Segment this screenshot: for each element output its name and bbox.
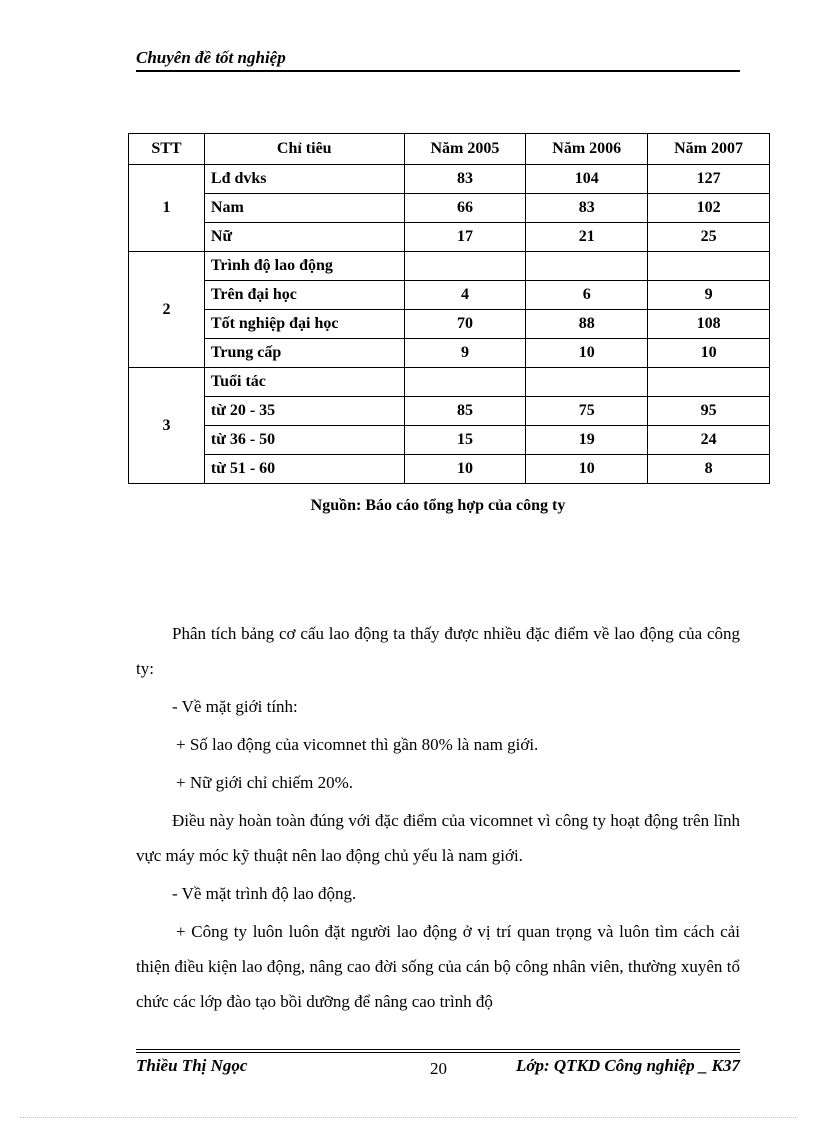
value-2007 [648,252,770,281]
value-2007: 95 [648,397,770,426]
table-row [129,368,770,397]
header-title: Chuyên đề tốt nghiệp [136,48,286,67]
row-label: Tuổi tác [204,368,404,397]
page-number: 20 [430,1059,447,1078]
value-2006: 10 [526,339,648,368]
row-label: Tốt nghiệp đại học [204,310,404,339]
row-label: từ 20 - 35 [204,397,404,426]
footer-author: Thiều Thị Ngọc [136,1056,248,1075]
value-2006: 10 [526,455,648,484]
paragraph-intro: Phân tích bảng cơ cấu lao động ta thấy được nhiều đặc điểm về lao động của công ty: [136,624,740,678]
row-label: Trình độ lao động [204,252,404,281]
header-divider [136,70,740,72]
value-2007: 8 [648,455,770,484]
value-2005: 17 [404,223,526,252]
row-label: Trung cấp [204,339,404,368]
value-2005: 4 [404,281,526,310]
value-2007: 10 [648,339,770,368]
footer-divider-top [136,1049,740,1050]
value-2006: 88 [526,310,648,339]
row-label: Nam [204,194,404,223]
table-row [129,165,770,194]
stt-cell: 3 [129,368,205,484]
value-2007: 24 [648,426,770,455]
table-header-row [129,134,770,165]
value-2006: 83 [526,194,648,223]
paragraph-education-heading: - Về mặt trình độ lao động. [172,884,357,903]
paragraph-gender-heading: - Về mặt giới tính: [172,697,298,716]
analysis-body [136,616,740,1022]
table-row [129,194,770,223]
paragraph-training: + Công ty luôn luôn đặt người lao động ở vị trí quan trọng và luôn tìm cách cải thiện điều kiện lao động, nâng cao đời sống của cán bộ công nhân viên, thường xuyên tổ chức các lớp đào tạo bồi dưỡng để nâng cao trình độ [136,922,740,1011]
stt-cell: 1 [129,165,205,252]
table-row [129,455,770,484]
footer-class: Lớp: QTKD Công nghiệp _ K37 [515,1056,740,1075]
paragraph-gender-explanation: Điều này hoàn toàn đúng với đặc điểm của vicomnet vì công ty hoạt động trên lĩnh vực máy móc kỹ thuật nên lao động chủ yếu là nam giới. [136,811,740,865]
row-label: Nữ [204,223,404,252]
header-indicator: Chỉ tiêu [204,134,404,165]
row-label: Trên đại học [204,281,404,310]
value-2007: 25 [648,223,770,252]
table-row [129,339,770,368]
value-2006: 104 [526,165,648,194]
value-2007: 127 [648,165,770,194]
labor-structure-table [128,133,770,484]
value-2006: 19 [526,426,648,455]
value-2006 [526,368,648,397]
value-2005 [404,368,526,397]
value-2005: 9 [404,339,526,368]
value-2006: 75 [526,397,648,426]
value-2005 [404,252,526,281]
footer-divider-bottom [136,1052,740,1053]
value-2007 [648,368,770,397]
page-bottom-border [20,1117,796,1118]
row-label: Lđ dvks [204,165,404,194]
value-2005: 85 [404,397,526,426]
value-2005: 66 [404,194,526,223]
paragraph-male-share: + Số lao động của vicomnet thì gần 80% là nam giới. [176,735,539,754]
value-2006: 21 [526,223,648,252]
header-year-2007: Năm 2007 [648,134,770,165]
value-2006: 6 [526,281,648,310]
header-year-2005: Năm 2005 [404,134,526,165]
table-row [129,310,770,339]
table-row [129,426,770,455]
value-2005: 10 [404,455,526,484]
paragraph-female-share: + Nữ giới chỉ chiếm 20%. [176,773,353,792]
table-row [129,281,770,310]
row-label: từ 51 - 60 [204,455,404,484]
value-2005: 70 [404,310,526,339]
header-stt: STT [129,134,205,165]
value-2007: 102 [648,194,770,223]
value-2006 [526,252,648,281]
stt-cell: 2 [129,252,205,368]
table-row [129,397,770,426]
table-source-caption: Nguồn: Báo cáo tổng hợp của công ty [310,497,566,514]
row-label: từ 36 - 50 [204,426,404,455]
value-2005: 15 [404,426,526,455]
table-row [129,223,770,252]
value-2005: 83 [404,165,526,194]
value-2007: 108 [648,310,770,339]
table-row [129,252,770,281]
value-2007: 9 [648,281,770,310]
header-year-2006: Năm 2006 [526,134,648,165]
